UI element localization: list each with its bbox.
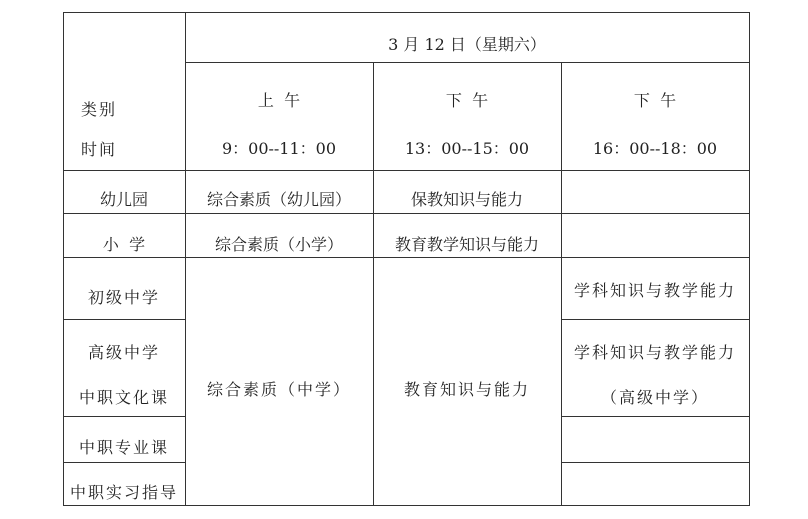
row-line-junior-right: [561, 319, 749, 320]
row-label-kindergarten: 幼儿园: [99, 190, 148, 209]
column-line-2: [373, 62, 374, 506]
kindergarten-subject-2: 保教知识与能力: [410, 190, 523, 209]
secondary-subject-2: 教育知识与能力: [403, 380, 530, 399]
row-label-junior: 初级中学: [87, 288, 160, 307]
row-line-vocational-culture-left: [63, 416, 185, 417]
session-morning-period: 上 午: [257, 91, 301, 110]
column-line-1: [185, 12, 186, 506]
header-category-label: 类别: [81, 100, 118, 119]
table-border-top: [63, 12, 749, 13]
secondary-subject-1: 综合素质（中学）: [206, 380, 351, 399]
row-label-primary: 小 学: [102, 235, 146, 254]
row-label-senior: 高级中学: [87, 343, 160, 362]
session-morning-time: 9：00--11：00: [221, 139, 337, 158]
kindergarten-subject-1: 综合素质（幼儿园）: [206, 190, 351, 209]
row-label-vocational-practice: 中职实习指导: [69, 483, 178, 502]
senior-subject-3-line-2: （高级中学）: [600, 388, 709, 407]
session-afternoon-2-period: 下 午: [633, 91, 677, 110]
row-label-vocational-major: 中职专业课: [78, 438, 169, 457]
header-date-divider: [185, 62, 749, 63]
primary-subject-1: 综合素质（小学）: [214, 235, 343, 254]
row-label-vocational-culture: 中职文化课: [78, 388, 169, 407]
primary-subject-2: 教育教学知识与能力: [394, 235, 539, 254]
row-line-primary: [63, 257, 749, 258]
senior-subject-3-line-1: 学科知识与教学能力: [573, 343, 736, 362]
row-line-vocational-culture-right: [561, 416, 749, 417]
header-bottom-line: [63, 170, 749, 171]
session-afternoon-1-time: 13：00--15：00: [404, 139, 530, 158]
header-date: 3 月 12 日（星期六）: [388, 35, 546, 54]
row-line-junior-left: [63, 319, 185, 320]
session-afternoon-2-time: 16：00--18：00: [592, 139, 718, 158]
table-border-right: [749, 12, 750, 506]
junior-subject-3: 学科知识与教学能力: [573, 281, 736, 300]
row-line-vocational-major-right: [561, 462, 749, 463]
table-border-left: [63, 12, 64, 506]
session-afternoon-1-period: 下 午: [445, 91, 489, 110]
row-line-kindergarten: [63, 213, 749, 214]
table-border-bottom: [63, 505, 749, 506]
header-time-label: 时间: [81, 140, 118, 159]
row-line-vocational-major-left: [63, 462, 185, 463]
